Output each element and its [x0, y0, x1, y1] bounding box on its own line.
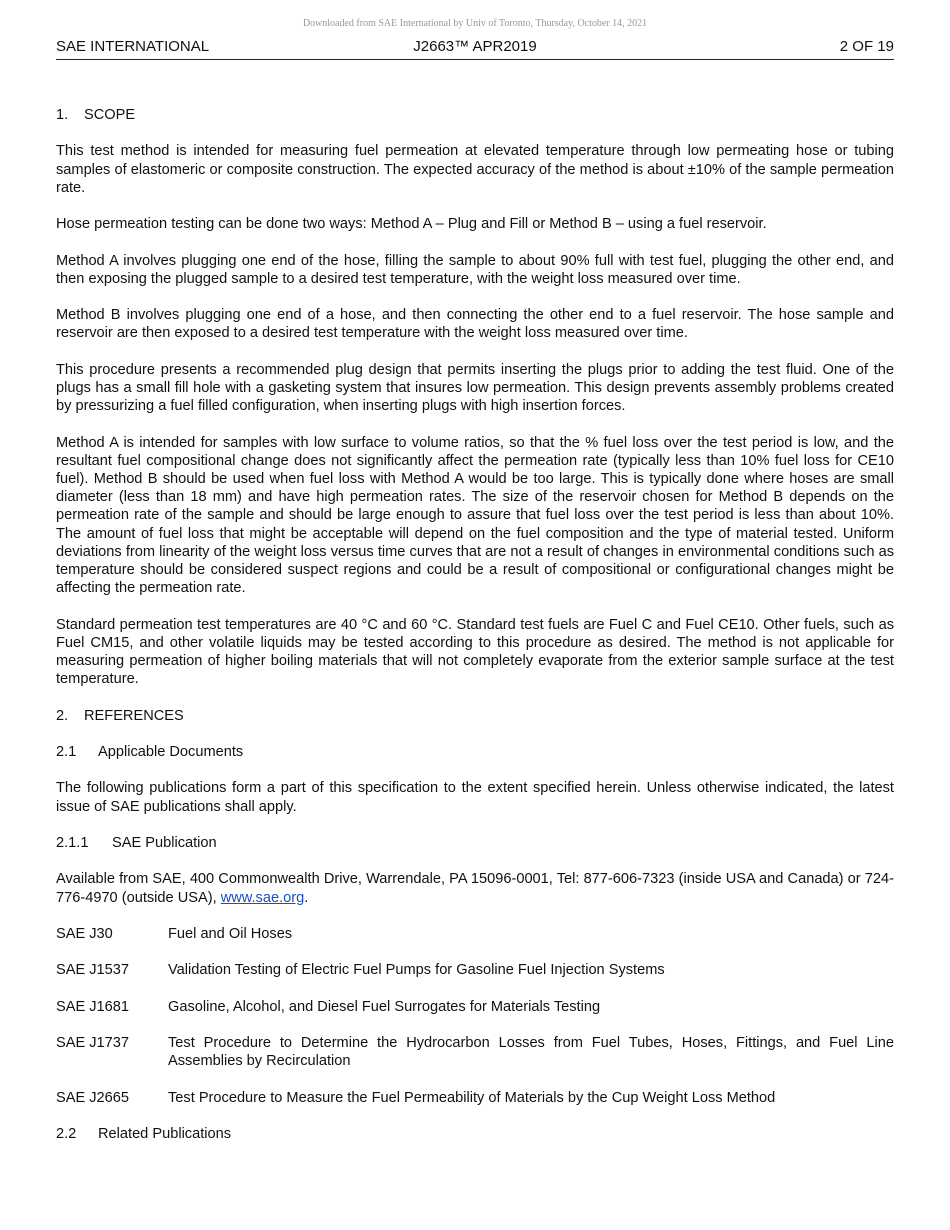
download-watermark: Downloaded from SAE International by Univ of Toronto, Thursday, October 14, 2021	[302, 18, 648, 29]
reference-code: SAE J1537	[56, 962, 130, 979]
header-org: SAE INTERNATIONAL	[56, 38, 210, 55]
reference-entry	[56, 998, 894, 1016]
reference-entry	[56, 1034, 894, 1070]
header-page-number: 2 OF 19	[839, 38, 894, 55]
subsection-heading-related-publications: 2.2 Related Publications	[56, 1126, 232, 1143]
sae-website-link[interactable]: www.sae.org	[220, 889, 305, 906]
scope-paragraph: Method A involves plugging one end of the hose, filling the sample to about 90% full with test fuel, plugging the other end, and then exposing the plugged sample to a desired test temperature, with the weight loss measured over time.	[56, 252, 894, 287]
scope-paragraph: Method A is intended for samples with low surface to volume ratios, so that the % fuel loss over the test period is low, and the resultant fuel compositional change does not significantly affect the permeation rate (typically less than 10% fuel loss for CE10 fuel). Method B should be used when fuel loss with Method A would be too large. This is typically done where hoses are small diameter (less than 18 mm) and have high permeation rates. The size of the reservoir chosen for Method B depends on the permeation rate of the sample and should be large enough to assure that fuel loss over the test period is less than about 10%. The amount of fuel loss that might be acceptable will depend on the fuel composition and the type of material tested. Uniform deviations from linearity of the weight loss versus time curves that are not a result of changes in environmental conditions such as temperature should be considered suspect regions and could be a result of compositional or configurational changes might be affecting the permeation rate.	[56, 434, 894, 597]
reference-entry	[56, 925, 894, 943]
reference-entry	[56, 961, 894, 979]
scope-paragraph: Hose permeation testing can be done two ways: Method A – Plug and Fill or Method B – using a fuel reservoir.	[56, 216, 767, 233]
reference-title: Test Procedure to Determine the Hydrocarbon Losses from Fuel Tubes, Hoses, Fittings, and Fuel Line Assemblies by Recirculation	[168, 1035, 894, 1070]
scope-paragraph: This procedure presents a recommended plug design that permits inserting the plugs prior to adding the test fluid. One of the plugs has a small fill hole with a gasketing system that insures low permeation. This design prevents assembly problems created by pressurizing a fuel filled configuration, when inserting plugs with high insertion forces.	[56, 361, 894, 415]
subsection-heading-sae-publication: 2.1.1 SAE Publication	[56, 834, 217, 851]
scope-paragraph: Method B involves plugging one end of a hose, and then connecting the other end to a fuel reservoir. The hose sample and reservoir are then exposed to a desired test temperature with the weight loss measured over time.	[56, 307, 894, 342]
header-doc-id: J2663™ APR2019	[413, 38, 537, 55]
page-header	[56, 38, 894, 60]
reference-code: SAE J30	[56, 925, 113, 942]
applicable-documents-paragraph: The following publications form a part of this specification to the extent specified herein. Unless otherwise indicated, the latest issue of SAE publications shall apply.	[56, 780, 894, 815]
reference-code: SAE J1681	[56, 998, 130, 1015]
reference-title: Fuel and Oil Hoses	[168, 925, 293, 942]
section-heading-scope: 1. SCOPE	[56, 107, 136, 123]
reference-entry	[56, 1089, 894, 1107]
reference-title: Validation Testing of Electric Fuel Pumps for Gasoline Fuel Injection Systems	[168, 962, 665, 979]
reference-code: SAE J2665	[56, 1089, 130, 1106]
scope-paragraph: Standard permeation test temperatures are 40 °C and 60 °C. Standard test fuels are Fuel C and Fuel CE10. Other fuels, such as Fuel CM15, and other volatile liquids may be tested according to this procedure as desired. The method is not applicable for measuring permeation of higher boiling materials that will not completely evaporate from the exterior sample surface at the test temperature.	[56, 616, 894, 688]
reference-code: SAE J1737	[56, 1035, 130, 1052]
reference-title: Test Procedure to Measure the Fuel Permeability of Materials by the Cup Weight Loss Method	[168, 1089, 776, 1106]
reference-title: Gasoline, Alcohol, and Diesel Fuel Surrogates for Materials Testing	[168, 998, 601, 1015]
section-heading-references: 2. REFERENCES	[56, 707, 184, 724]
subsection-heading-applicable-documents: 2.1 Applicable Documents	[56, 743, 244, 760]
page-content	[56, 106, 894, 1143]
sae-availability-paragraph: Available from SAE, 400 Commonwealth Drive, Warrendale, PA 15096-0001, Tel: 877-606-7323 (inside USA and Canada) or 724-776-4970 (outside USA), www.sae.org.	[56, 871, 894, 906]
scope-paragraph: This test method is intended for measuring fuel permeation at elevated temperature through low permeating hose or tubing samples of elastomeric or composite construction. The expected accuracy of the method is about ±10% of the sample permeation rate.	[56, 143, 894, 196]
